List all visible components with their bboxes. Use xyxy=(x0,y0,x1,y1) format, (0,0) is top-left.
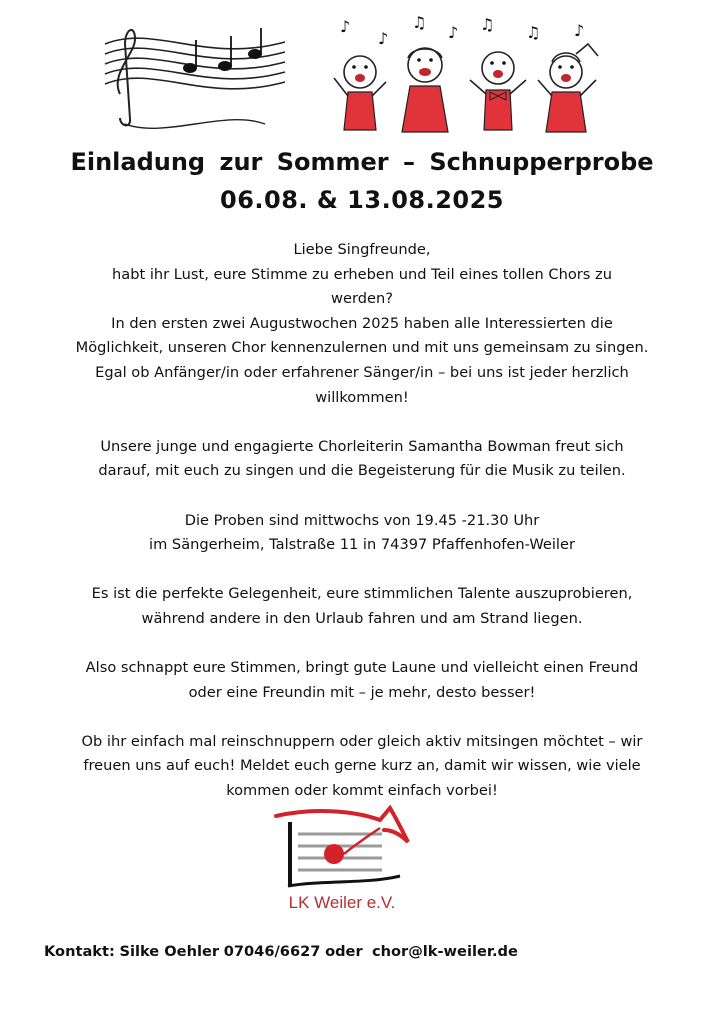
music-staff-illustration xyxy=(95,14,295,139)
contact-phone: 07046/6627 xyxy=(223,943,321,960)
contact-email[interactable]: chor@lk-weiler.de xyxy=(371,943,518,960)
text-line: Unsere junge und engagierte Chorleiterin Samantha Bowman freut sich xyxy=(100,437,624,455)
text-line: darauf, mit euch zu singen und die Begeisterung für die Musik zu teilen. xyxy=(98,462,626,480)
contact-line xyxy=(44,943,518,960)
text-line: willkommen! xyxy=(315,388,409,406)
text-line: Also schnappt eure Stimmen, bringt gute Laune und vielleicht einen Freund xyxy=(85,659,639,677)
contact-person: Silke Oehler xyxy=(119,943,220,960)
paragraph-conductor xyxy=(40,435,684,484)
text-line: Liebe Singfreunde, xyxy=(293,241,431,258)
text-line: Es ist die perfekte Gelegenheit, eure stimmlichen Talente auszuprobieren, xyxy=(91,585,633,603)
paragraph-rehearsal-time xyxy=(40,509,684,558)
text-line: kommen oder kommt einfach vorbei! xyxy=(226,782,498,800)
page-title: Einladung zur Sommer – Schnupperprobe xyxy=(70,148,654,176)
paragraph-greeting xyxy=(40,238,684,410)
text-line: Ob ihr einfach mal reinschnuppern oder gleich aktiv mitsingen möchtet – wir xyxy=(81,732,643,750)
svg-text:♫: ♫ xyxy=(480,15,495,34)
club-name: LK Weiler e.V. xyxy=(288,893,396,912)
singing-children-illustration xyxy=(330,10,612,142)
paragraph-bring-friends xyxy=(40,656,684,705)
text-line: im Sängerheim, Talstraße 11 in 74397 Pfaffenhofen-Weiler xyxy=(149,536,575,554)
event-dates: 06.08. & 13.08.2025 xyxy=(220,186,504,214)
text-line: habt ihr Lust, eure Stimme zu erheben und Teil eines tollen Chors zu xyxy=(112,265,612,283)
svg-text:♪: ♪ xyxy=(448,23,459,42)
text-line: Möglichkeit, unseren Chor kennenzulernen und mit uns gemeinsam zu singen. xyxy=(75,339,649,357)
text-line: während andere in den Urlaub fahren und am Strand liegen. xyxy=(141,609,583,627)
paragraph-opportunity xyxy=(40,582,684,631)
svg-text:♪: ♪ xyxy=(574,21,585,40)
invitation-body xyxy=(40,238,684,828)
text-line: Die Proben sind mittwochs von 19.45 -21.30 Uhr xyxy=(184,511,540,529)
svg-text:♫: ♫ xyxy=(526,23,541,42)
text-line: freuen uns auf euch! Meldet euch gerne kurz an, damit wir wissen, wie viele xyxy=(83,757,641,775)
text-line: oder eine Freundin mit – je mehr, desto besser! xyxy=(188,683,536,701)
text-line: werden? xyxy=(331,290,393,308)
paragraph-registration xyxy=(40,730,684,804)
contact-joiner: oder xyxy=(325,943,363,960)
text-line: Egal ob Anfänger/in oder erfahrener Sänger/in – bei uns ist jeder herzlich xyxy=(95,363,629,381)
svg-text:♪: ♪ xyxy=(378,29,389,48)
svg-text:♫: ♫ xyxy=(412,13,427,32)
svg-text:♪: ♪ xyxy=(340,17,351,36)
text-line: In den ersten zwei Augustwochen 2025 haben alle Interessierten die xyxy=(111,314,613,332)
contact-label: Kontakt: xyxy=(44,943,115,960)
